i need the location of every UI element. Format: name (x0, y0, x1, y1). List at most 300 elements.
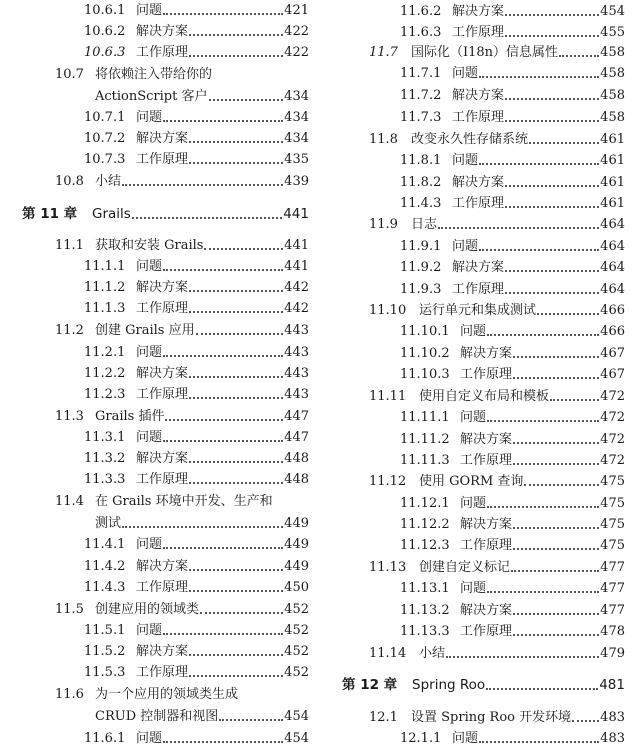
toc-subsection-entry (84, 662, 309, 683)
dot-leader (513, 356, 599, 358)
toc-entry-title: 日志 (411, 217, 438, 232)
toc-entry-title: 将依赖注入带给你的 (95, 67, 213, 82)
toc-entry-page-number: 477 (600, 560, 625, 575)
toc-subsection-entry (84, 728, 309, 749)
toc-entry-number: 11.4.2 (84, 559, 126, 574)
dot-leader (165, 419, 283, 421)
toc-entry-page-number: 454 (284, 709, 309, 724)
toc-entry-title: 工作原理 (136, 665, 189, 680)
dot-leader (479, 741, 599, 743)
toc-section-entry (55, 171, 309, 192)
toc-section-entry (55, 406, 309, 427)
dot-leader (505, 206, 599, 208)
toc-entry-page-number: 439 (284, 174, 309, 189)
toc-entry-page-number: 443 (284, 366, 309, 381)
toc-section-entry (369, 471, 625, 492)
toc-entry-number: 10.7.1 (84, 110, 126, 125)
toc-entry-page-number: 442 (284, 280, 309, 295)
toc-entry-title: 问题 (460, 324, 487, 339)
toc-entry-number: 11.2.2 (84, 366, 126, 381)
toc-section-entry (55, 320, 309, 341)
toc-entry-page-number: 478 (600, 624, 625, 639)
toc-entry-page-number: 464 (600, 282, 625, 297)
toc-entry-number: 11.1.2 (84, 280, 126, 295)
dot-leader (189, 162, 283, 164)
toc-entry-page-number: 448 (284, 451, 309, 466)
toc-entry-title: 工作原理 (452, 196, 505, 211)
dot-leader (479, 249, 599, 251)
toc-entry-page-number: 442 (284, 301, 309, 316)
toc-entry-title: 测试 (95, 516, 122, 531)
toc-subsection-entry (84, 641, 309, 662)
dot-leader (487, 334, 599, 336)
dot-leader (189, 376, 283, 378)
toc-entry-number: 11.3 (55, 409, 84, 424)
dot-leader (505, 98, 599, 100)
dot-leader (487, 506, 599, 508)
toc-entry-title: CRUD 控制器和视图 (95, 709, 219, 724)
toc-entry-number: 10.7.3 (84, 152, 126, 167)
toc-entry-page-number: 441 (284, 238, 309, 253)
dot-leader (529, 142, 599, 144)
toc-entry-title: 工作原理 (452, 25, 505, 40)
toc-entry-title: 工作原理 (452, 282, 505, 297)
toc-subsection-entry (400, 364, 625, 385)
toc-entry-title: 问题 (452, 239, 479, 254)
toc-subsection-entry (84, 21, 309, 42)
toc-entry-page-number: 466 (600, 324, 625, 339)
dot-leader (479, 163, 599, 165)
dot-leader (505, 120, 599, 122)
dot-leader (513, 527, 599, 529)
toc-subsection-entry (84, 107, 309, 128)
dot-leader (189, 55, 283, 57)
toc-entry-page-number: 477 (600, 603, 625, 618)
toc-entry-number: 11.4.1 (84, 537, 126, 552)
toc-subsection-entry (84, 0, 309, 21)
toc-entry-number: 10.6.3 (84, 45, 126, 60)
toc-entry-page-number: 483 (600, 731, 625, 746)
dot-leader (513, 377, 599, 379)
dot-leader (122, 184, 283, 186)
dot-leader (513, 442, 599, 444)
dot-leader (537, 313, 599, 315)
toc-entry-number: 11.5 (55, 602, 84, 617)
toc-entry-page-number: 464 (600, 217, 625, 232)
toc-entry-number: 11.11 (369, 389, 407, 404)
toc-entry-number: 11.1.1 (84, 259, 126, 274)
toc-subsection-entry (400, 107, 625, 128)
toc-subsection-entry (400, 450, 625, 471)
toc-entry-title: 解决方案 (136, 24, 189, 39)
dot-leader (189, 141, 283, 143)
toc-entry-page-number: 449 (284, 559, 309, 574)
toc-entry-number: 11.13.2 (400, 603, 450, 618)
toc-entry-title: 问题 (452, 66, 479, 81)
toc-subsection-entry (84, 427, 309, 448)
toc-entry-page-number: 458 (600, 110, 625, 125)
dot-leader (189, 311, 283, 313)
toc-entry-number: 10.6.2 (84, 24, 126, 39)
toc-entry-page-number: 458 (600, 66, 625, 81)
toc-entry-number: 11.4.3 (84, 580, 126, 595)
toc-entry-number: 12.1.1 (400, 731, 442, 746)
toc-entry-number: 11.2 (55, 323, 84, 338)
toc-entry-page-number: 458 (600, 45, 625, 60)
toc-subsection-entry (400, 279, 625, 300)
toc-subsection-entry (400, 193, 625, 214)
toc-entry-number: 11.8 (369, 132, 398, 147)
dot-leader (487, 591, 599, 593)
toc-entry-title: 工作原理 (460, 367, 513, 382)
toc-entry-number: 11.6.2 (400, 4, 442, 19)
toc-entry-number: 11.9.1 (400, 239, 442, 254)
dot-leader (513, 548, 599, 550)
toc-entry-number: 第 12 章 (342, 677, 398, 693)
toc-entry-title: 工作原理 (136, 387, 189, 402)
toc-entry-title: 解决方案 (136, 280, 189, 295)
toc-subsection-entry (400, 600, 625, 621)
toc-subsection-entry (400, 535, 625, 556)
toc-subsection-entry (400, 321, 625, 342)
dot-leader (163, 120, 283, 122)
toc-entry-page-number: 452 (284, 665, 309, 680)
toc-entry-title: 为一个应用的领域类生成 (95, 687, 239, 702)
toc-entry-page-number: 422 (284, 24, 309, 39)
toc-entry-number: 11.5.3 (84, 665, 126, 680)
toc-entry-title: 工作原理 (136, 580, 189, 595)
toc-entry-page-number: 448 (284, 472, 309, 487)
dot-leader (559, 55, 599, 57)
toc-entry-title: 问题 (136, 731, 163, 746)
toc-entry-number: 11.9.3 (400, 282, 442, 297)
toc-entry-title: 工作原理 (460, 453, 513, 468)
toc-entry-number: 11.14 (369, 646, 407, 661)
toc-chapter-entry (342, 675, 625, 696)
toc-entry-title: 工作原理 (452, 110, 505, 125)
toc-entry-number: 11.9.2 (400, 260, 442, 275)
toc-entry-number: 11.4 (55, 494, 84, 509)
toc-entry-page-number: 475 (600, 538, 625, 553)
toc-entry-page-number: 461 (600, 132, 625, 147)
toc-entry-title: 获取和安装 Grails (95, 238, 204, 253)
toc-entry-title: 问题 (452, 153, 479, 168)
toc-entry-title: 工作原理 (136, 301, 189, 316)
dot-leader (163, 547, 283, 549)
toc-entry-number: 11.6.3 (400, 25, 442, 40)
toc-entry-title: 解决方案 (136, 366, 189, 381)
dot-leader (438, 227, 599, 229)
toc-entry-title: 问题 (460, 410, 487, 425)
toc-entry-number: 11.3.3 (84, 472, 126, 487)
toc-section-entry (55, 86, 309, 107)
toc-entry-page-number: 452 (284, 623, 309, 638)
dot-leader (163, 355, 283, 357)
toc-entry-title: 解决方案 (136, 644, 189, 659)
toc-entry-page-number: 472 (600, 432, 625, 447)
toc-entry-page-number: 472 (600, 389, 625, 404)
dot-leader (163, 741, 283, 743)
toc-chapter-entry (22, 204, 309, 225)
toc-entry-page-number: 443 (284, 323, 309, 338)
dot-leader (572, 720, 599, 722)
dot-leader (513, 634, 599, 636)
toc-entry-number: 11.1.3 (84, 301, 126, 316)
dot-leader (189, 397, 283, 399)
dot-leader (189, 654, 283, 656)
toc-subsection-entry (400, 22, 625, 43)
toc-entry-page-number: 467 (600, 367, 625, 382)
toc-entry-number: 11.8.1 (400, 153, 442, 168)
toc-entry-title: 创建 Grails 应用 (95, 323, 195, 338)
toc-subsection-entry (400, 1, 625, 22)
toc-entry-number: 11.9 (369, 217, 398, 232)
toc-entry-number: 11.2.3 (84, 387, 126, 402)
toc-entry-title: 解决方案 (460, 432, 513, 447)
toc-entry-page-number: 450 (284, 580, 309, 595)
toc-entry-page-number: 421 (284, 3, 309, 18)
dot-leader (479, 76, 599, 78)
toc-entry-number: 11.8.2 (400, 175, 442, 190)
toc-entry-number: 11.13 (369, 560, 407, 575)
toc-entry-title: 解决方案 (452, 88, 505, 103)
toc-subsection-entry (84, 277, 309, 298)
toc-entry-page-number: 454 (600, 4, 625, 19)
dot-leader (200, 612, 283, 614)
toc-entry-title: 问题 (460, 581, 487, 596)
toc-entry-page-number: 443 (284, 387, 309, 402)
toc-entry-number: 11.10 (369, 303, 407, 318)
toc-entry-page-number: 461 (600, 175, 625, 190)
toc-entry-title: 改变永久性存储系统 (411, 132, 529, 147)
toc-subsection-entry (400, 236, 625, 257)
toc-subsection-entry (400, 63, 625, 84)
toc-section-entry (55, 706, 309, 727)
toc-section-entry (369, 707, 625, 728)
toc-entry-page-number: 435 (284, 152, 309, 167)
toc-entry-title: 问题 (136, 110, 163, 125)
toc-section-entry (55, 513, 309, 534)
toc-entry-number: 11.10.3 (400, 367, 450, 382)
toc-entry-number: 11.13.3 (400, 624, 450, 639)
toc-entry-title: 问题 (460, 496, 487, 511)
toc-subsection-entry (400, 172, 625, 193)
toc-subsection-entry (400, 578, 625, 599)
toc-entry-title: 工作原理 (136, 45, 189, 60)
toc-entry-page-number: 434 (284, 131, 309, 146)
toc-subsection-entry (84, 577, 309, 598)
dot-leader (513, 613, 599, 615)
dot-leader (189, 675, 283, 677)
toc-entry-title: 解决方案 (460, 603, 513, 618)
toc-subsection-entry (400, 621, 625, 642)
toc-entry-number: 11.1 (55, 238, 84, 253)
toc-section-entry (55, 64, 309, 85)
dot-leader (550, 399, 599, 401)
toc-entry-page-number: 452 (284, 644, 309, 659)
toc-section-entry (55, 491, 309, 512)
toc-entry-number: 10.8 (55, 174, 84, 189)
toc-entry-page-number: 461 (600, 153, 625, 168)
toc-subsection-entry (84, 620, 309, 641)
dot-leader (505, 35, 599, 37)
toc-entry-title: 小结 (95, 174, 122, 189)
toc-entry-title: 解决方案 (460, 517, 513, 532)
toc-entry-number: 10.7.2 (84, 131, 126, 146)
toc-entry-title: 工作原理 (136, 472, 189, 487)
toc-section-entry (369, 42, 625, 63)
toc-entry-page-number: 464 (600, 260, 625, 275)
toc-entry-title: 问题 (136, 259, 163, 274)
toc-entry-number: 11.11.3 (400, 453, 450, 468)
toc-subsection-entry (84, 298, 309, 319)
toc-entry-title: 问题 (136, 537, 163, 552)
dot-leader (163, 13, 283, 15)
toc-entry-number: 11.7 (369, 45, 398, 60)
toc-entry-page-number: 455 (600, 25, 625, 40)
toc-entry-title: 在 Grails 环境中开发、生产和 (95, 494, 273, 509)
toc-entry-number: 11.6.1 (84, 731, 126, 746)
toc-entry-number: 11.2.1 (84, 345, 126, 360)
toc-subsection-entry (400, 429, 625, 450)
toc-entry-page-number: 467 (600, 346, 625, 361)
toc-entry-title: 解决方案 (136, 131, 189, 146)
toc-entry-title: Grails (92, 206, 131, 222)
toc-section-entry (369, 129, 625, 150)
toc-subsection-entry (400, 728, 625, 749)
toc-subsection-entry (84, 469, 309, 490)
dot-leader (486, 688, 598, 690)
toc-subsection-entry (84, 128, 309, 149)
toc-entry-page-number: 449 (284, 516, 309, 531)
toc-entry-title: 解决方案 (136, 451, 189, 466)
toc-section-entry (369, 300, 625, 321)
dot-leader (446, 656, 599, 658)
toc-entry-title: Grails 插件 (95, 409, 165, 424)
toc-entry-title: 解决方案 (460, 346, 513, 361)
dot-leader (122, 526, 283, 528)
toc-entry-number: 12.1 (369, 710, 398, 725)
toc-subsection-entry (84, 149, 309, 170)
toc-section-entry (55, 599, 309, 620)
toc-entry-number: 11.11.2 (400, 432, 450, 447)
toc-entry-number: 11.13.1 (400, 581, 450, 596)
toc-entry-title: 工作原理 (136, 152, 189, 167)
toc-entry-number: 11.7.2 (400, 88, 442, 103)
toc-entry-title: 解决方案 (136, 559, 189, 574)
toc-entry-page-number: 479 (600, 646, 625, 661)
toc-entry-page-number: 461 (600, 196, 625, 211)
toc-entry-page-number: 449 (284, 537, 309, 552)
toc-entry-page-number: 434 (284, 89, 309, 104)
toc-entry-page-number: 443 (284, 345, 309, 360)
toc-subsection-entry (84, 448, 309, 469)
toc-subsection-entry (84, 384, 309, 405)
toc-subsection-entry (84, 342, 309, 363)
toc-entry-title: 运行单元和集成测试 (419, 303, 537, 318)
dot-leader (189, 590, 283, 592)
toc-entry-number: 10.7 (55, 67, 84, 82)
toc-entry-page-number: 466 (600, 303, 625, 318)
toc-entry-number: 11.11.1 (400, 410, 450, 425)
toc-subsection-entry (400, 343, 625, 364)
toc-entry-page-number: 458 (600, 88, 625, 103)
toc-entry-number: 11.3.1 (84, 430, 126, 445)
toc-subsection-entry (400, 85, 625, 106)
dot-leader (505, 14, 599, 16)
dot-leader (505, 270, 599, 272)
toc-entry-title: 小结 (419, 646, 446, 661)
dot-leader (163, 440, 283, 442)
toc-entry-title: 国际化（I18n）信息属性 (411, 45, 559, 60)
toc-entry-page-number: 441 (283, 206, 309, 222)
toc-entry-page-number: 475 (600, 496, 625, 511)
toc-entry-title: 解决方案 (452, 4, 505, 19)
dot-leader (189, 569, 283, 571)
toc-subsection-entry (400, 514, 625, 535)
toc-section-entry (369, 643, 625, 664)
toc-entry-number: 11.3.2 (84, 451, 126, 466)
toc-entry-page-number: 475 (600, 517, 625, 532)
toc-entry-number: 11.10.2 (400, 346, 450, 361)
toc-entry-number: 11.5.2 (84, 644, 126, 659)
toc-entry-number: 11.6 (55, 687, 84, 702)
dot-leader (505, 185, 599, 187)
toc-entry-page-number: 472 (600, 410, 625, 425)
toc-entry-title: Spring Roo (412, 677, 486, 693)
toc-entry-title: 使用自定义布局和模板 (419, 389, 550, 404)
toc-entry-page-number: 475 (600, 474, 625, 489)
toc-entry-title: 创建自定义标记 (419, 560, 511, 575)
toc-entry-number: 11.12.1 (400, 496, 450, 511)
toc-entry-page-number: 454 (284, 731, 309, 746)
dot-leader (204, 248, 283, 250)
toc-entry-number: 11.12.2 (400, 517, 450, 532)
toc-subsection-entry (400, 407, 625, 428)
toc-subsection-entry (84, 42, 309, 63)
toc-subsection-entry (84, 363, 309, 384)
dot-leader (189, 461, 283, 463)
toc-entry-title: 问题 (136, 623, 163, 638)
toc-entry-number: 11.7.1 (400, 66, 442, 81)
toc-entry-page-number: 472 (600, 453, 625, 468)
toc-entry-title: 使用 GORM 查询 (419, 474, 524, 489)
dot-leader (505, 292, 599, 294)
dot-leader (196, 333, 284, 335)
dot-leader (132, 217, 282, 219)
toc-entry-number: 11.4.3 (400, 196, 442, 211)
toc-entry-title: 工作原理 (460, 538, 513, 553)
toc-entry-title: 问题 (452, 731, 479, 746)
toc-entry-title: 问题 (136, 345, 163, 360)
dot-leader (189, 34, 283, 36)
toc-entry-title: 解决方案 (452, 260, 505, 275)
toc-entry-title: 问题 (136, 430, 163, 445)
dot-leader (163, 633, 283, 635)
toc-section-entry (369, 557, 625, 578)
dot-leader (163, 269, 283, 271)
toc-entry-number: 11.5.1 (84, 623, 126, 638)
toc-entry-number: 10.6.1 (84, 3, 126, 18)
dot-leader (487, 420, 599, 422)
toc-subsection-entry (84, 556, 309, 577)
dot-leader (511, 570, 599, 572)
toc-entry-title: 创建应用的领域类 (95, 602, 200, 617)
dot-leader (189, 482, 283, 484)
toc-section-entry (369, 386, 625, 407)
toc-entry-title: 解决方案 (452, 175, 505, 190)
toc-entry-title: 设置 Spring Roo 开发环境 (411, 710, 572, 725)
